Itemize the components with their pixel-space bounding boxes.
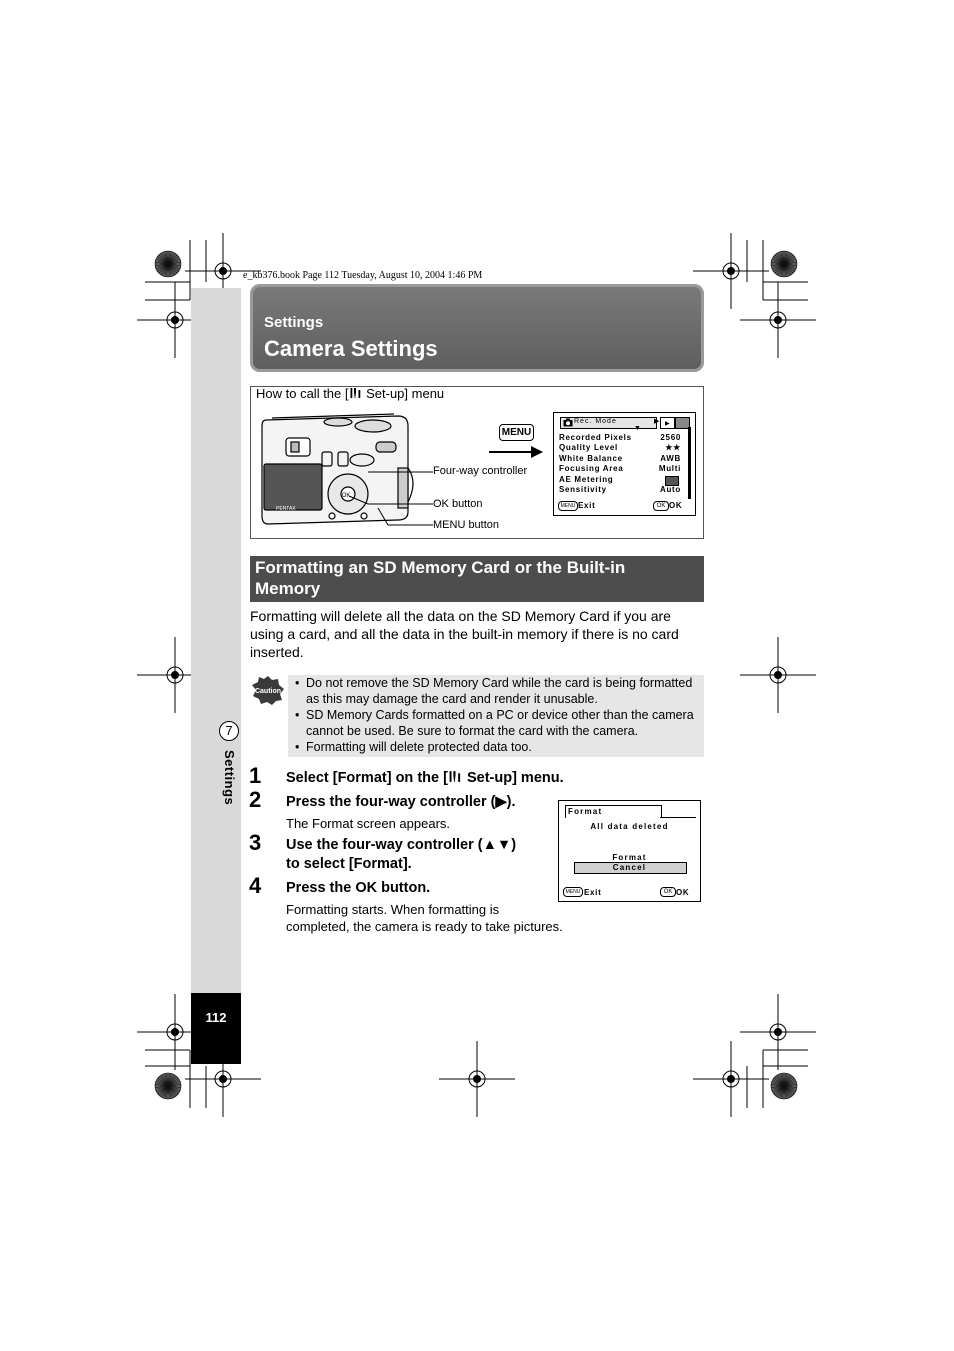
page-number-box: [191, 993, 241, 1064]
step-2-text: Press the four-way controller (▶).: [286, 794, 516, 810]
menu-key-icon: MENU: [499, 424, 534, 441]
lcd-footer-menu-key: MENU: [558, 501, 578, 511]
caution-item: • Do not remove the SD Memory Card while the card is being formatted as this may damage the card and render it unusable.: [295, 675, 700, 707]
caution-list: [295, 675, 700, 755]
step-4-note-line2: completed, the camera is ready to take pictures.: [286, 919, 563, 934]
lcd-row-label: Quality Level: [559, 443, 618, 453]
format-option-format: Format: [612, 853, 647, 862]
step-4-number: 4: [249, 873, 262, 898]
format-footer-exit: Exit: [584, 888, 602, 897]
triangle-right-icon: ▶: [654, 418, 660, 425]
header-section: Settings: [264, 314, 324, 331]
caution-icon: [251, 675, 285, 705]
lcd-row-value: ★★: [665, 443, 681, 453]
camera-illustration: [258, 412, 438, 532]
camera-brand: PENTAX: [276, 506, 296, 512]
lcd-footer-exit: Exit: [578, 501, 596, 510]
lcd-footer-ok: OK: [669, 501, 683, 510]
svg-text:OK: OK: [341, 493, 351, 499]
caution-item: • SD Memory Cards formatted on a PC or device other than the camera cannot be used. Be sure to format the card with the camera.: [295, 707, 700, 739]
lcd-row-label: Focusing Area: [559, 464, 624, 474]
print-imprint: e_kb376.book Page 112 Tuesday, August 10, 2004 1:46 PM: [243, 270, 483, 281]
chapter-sidebar: [191, 288, 241, 1064]
label-ok-button: OK button: [433, 498, 483, 510]
step-3-text-line1: Use the four-way controller (▲▼): [286, 837, 517, 853]
format-footer-ok-key: OK: [660, 887, 676, 897]
arrow-right-icon: [487, 444, 547, 460]
format-message: All data deleted: [590, 822, 669, 831]
playback-tab-icon: ▶: [660, 417, 675, 429]
camera-icon: [563, 418, 573, 427]
step-1-text: [286, 769, 564, 788]
lcd-format-screen: [558, 800, 701, 902]
howto-title-post: Set-up] menu: [362, 386, 445, 401]
step-4-note-line1: Formatting starts. When formatting is: [286, 902, 500, 917]
step-4-text: Press the OK button.: [286, 880, 431, 896]
format-footer-menu-key: MENU: [563, 887, 583, 897]
lcd-row-value: Multi: [658, 464, 681, 474]
wrench-icon: [349, 387, 363, 399]
step-2-number: 2: [249, 787, 262, 812]
lcd-scrollbar: [688, 427, 691, 499]
format-option-cancel: Cancel: [612, 863, 647, 872]
lcd-row-value: AWB: [660, 453, 681, 463]
howto-title-pre: How to call the [: [256, 386, 349, 401]
lcd-tab-label: Rec. Mode: [574, 418, 617, 425]
step-1-text-post: Set-up] menu.: [462, 770, 564, 786]
page-number: 112: [205, 1010, 227, 1025]
lcd-row-label: White Balance: [559, 453, 623, 463]
step-1-text-pre: Select [Format] on the [: [286, 770, 448, 786]
format-footer-ok: OK: [676, 888, 690, 897]
lcd-row-label: Sensitivity: [559, 485, 607, 494]
caution-item: • Formatting will delete protected data too.: [295, 739, 700, 755]
chapter-number: 7: [219, 721, 239, 741]
format-tab-label: Format: [568, 807, 603, 816]
step-3-number: 3: [249, 830, 262, 855]
label-menu-button: MENU button: [433, 519, 500, 531]
label-four-way-controller: Four-way controller: [433, 465, 528, 477]
svg-text:Caution: Caution: [254, 688, 282, 695]
step-1-number: 1: [249, 763, 262, 788]
lcd-rec-menu: [553, 412, 696, 516]
section-title: Formatting an SD Memory Card or the Built-in Memory: [255, 558, 626, 598]
triangle-down-icon: ▼: [634, 425, 641, 432]
wrench-icon: [448, 770, 463, 783]
step-2-note: The Format screen appears.: [286, 816, 451, 831]
step-3-text-line2: to select [Format].: [286, 856, 412, 872]
lcd-row-value: 2560: [660, 433, 681, 442]
lcd-row-value: Auto: [659, 485, 681, 494]
lcd-row-label: Recorded Pixels: [559, 433, 632, 442]
page-title: Camera Settings: [264, 336, 438, 361]
chapter-label: Settings: [222, 750, 237, 806]
howto-title: [256, 386, 444, 401]
lcd-row-label: AE Metering: [559, 474, 614, 484]
lcd-footer-ok-key: OK: [653, 501, 669, 511]
section-intro: Formatting will delete all the data on the SD Memory Card if you are using a card, and all the data in the built-in memory if there is no card inserted.: [250, 608, 679, 660]
